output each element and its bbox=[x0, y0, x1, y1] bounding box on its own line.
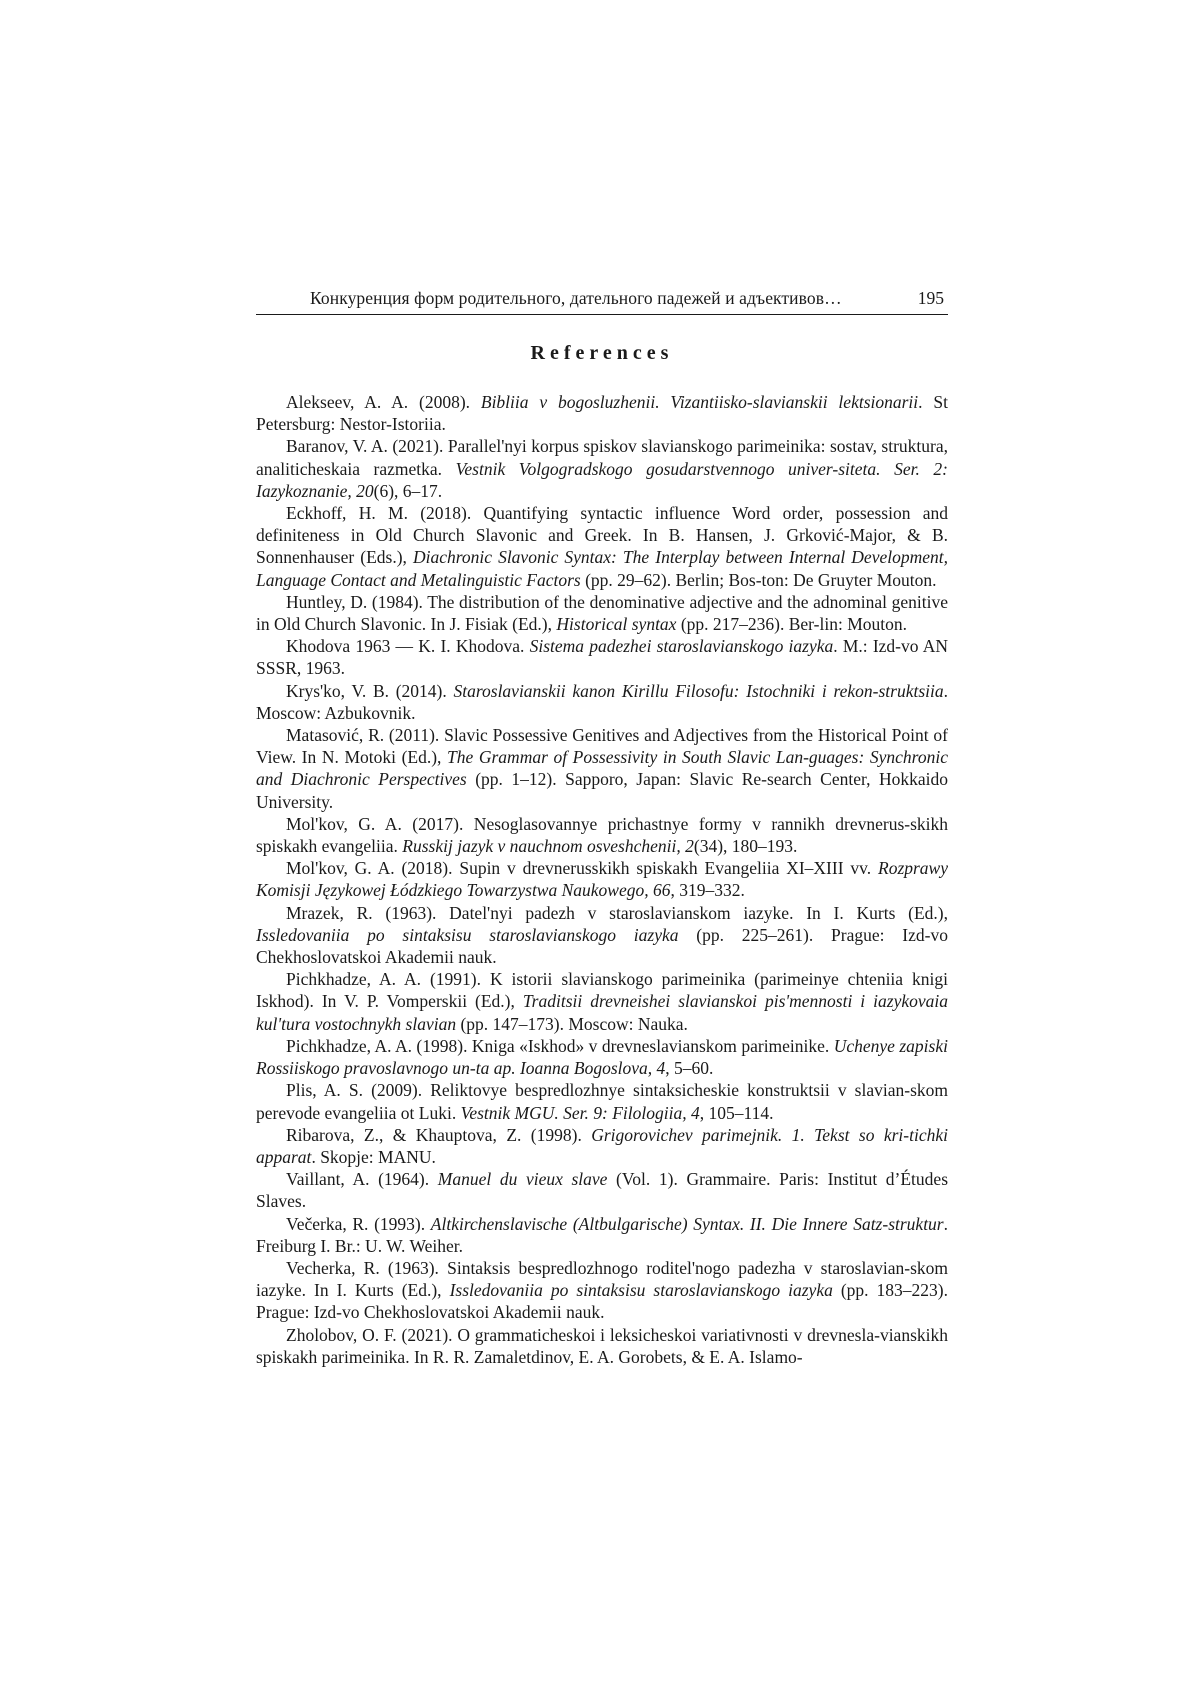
reference-entry bbox=[256, 435, 948, 502]
reference-text: (pp. 29–62). Berlin; Bos-ton: De Gruyter Mouton. bbox=[580, 569, 937, 590]
reference-text: Mol'kov, G. A. (2018). Supin v drevnerusskikh spiskakh Evangeliia XI–XIII vv. bbox=[286, 858, 878, 879]
references-heading: References bbox=[530, 342, 674, 364]
reference-text: (pp. 225–261). Prague: Izd-vo Chekhoslovatskoi Akademii nauk. bbox=[256, 924, 948, 968]
reference-text: Plis, A. S. (2009). Reliktovye bespredlozhnye sintaksicheskie konstruktsii v slavian-skom perevode evangeliia ot Luki. bbox=[256, 1080, 948, 1123]
reference-entry bbox=[256, 1324, 948, 1368]
reference-entry bbox=[256, 1124, 948, 1168]
reference-text: Mol'kov, G. A. (2017). Nesoglasovannye prichastnye formy v rannikh drevnerus-skikh spiskakh evangeliia. bbox=[256, 813, 948, 857]
reference-text: . Skopje: MANU. bbox=[311, 1146, 436, 1167]
reference-title-italic: Diachronic Slavonic Syntax: The Interplay between Internal Development, Language Contact and Metalinguistic Factors bbox=[256, 547, 948, 590]
reference-text: , 319–332. bbox=[670, 880, 745, 901]
reference-text: (34), 180–193. bbox=[693, 836, 798, 857]
reference-title-italic: Vestnik Volgogradskogo gosudarstvennogo univer-siteta. Ser. 2: Iazykoznanie, 20 bbox=[256, 458, 948, 501]
reference-text: . Moscow: Azbukovnik. bbox=[256, 680, 948, 723]
reference-entry bbox=[256, 1035, 948, 1079]
reference-text: Večerka, R. (1993). bbox=[286, 1213, 431, 1234]
reference-title-italic: Traditsii drevneishei slavianskoi pis'mennosti i iazykovaia kul'tura vostochnykh slavian bbox=[256, 991, 948, 1034]
reference-entry bbox=[256, 391, 948, 435]
reference-entry bbox=[256, 1213, 948, 1257]
reference-entry bbox=[256, 1168, 948, 1212]
reference-entry bbox=[256, 857, 948, 901]
reference-entry bbox=[256, 724, 948, 813]
reference-list bbox=[256, 391, 948, 1368]
reference-title-italic: Issledovaniia po sintaksisu staroslavianskogo iazyka bbox=[449, 1280, 833, 1301]
reference-text: , 105–114. bbox=[699, 1102, 774, 1123]
reference-text: Huntley, D. (1984). The distribution of the denominative adjective and the adnominal genitive in Old Church Slavonic. In J. Fisiak (Ed.), bbox=[256, 591, 948, 635]
reference-text: Pichkhadze, A. A. (1998). Kniga «Iskhod» v drevneslavianskom parimeinike. bbox=[286, 1035, 834, 1056]
reference-text: . M.: Izd-vo AN SSSR, 1963. bbox=[256, 636, 948, 679]
reference-entry bbox=[256, 813, 948, 857]
reference-title-italic: Russkij jazyk v nauchnom osveshchenii, 2 bbox=[402, 836, 694, 857]
reference-text: . St Petersburg: Nestor-Istoriia. bbox=[256, 392, 948, 435]
reference-entry bbox=[256, 502, 948, 591]
reference-text: (6), 6–17. bbox=[373, 480, 443, 501]
reference-text: (Vol. 1). Grammaire. Paris: Institut d’Études Slaves. bbox=[256, 1169, 949, 1212]
reference-entry bbox=[256, 635, 948, 679]
reference-text: (pp. 147–173). Moscow: Nauka. bbox=[456, 1013, 688, 1034]
reference-title-italic: Uchenye zapiski Rossiiskogo pravoslavnogo un-ta ap. Ioanna Bogoslova, 4 bbox=[256, 1035, 948, 1079]
reference-text: Alekseev, A. A. (2008). bbox=[286, 392, 481, 412]
reference-text: . Freiburg I. Br.: U. W. Weiher. bbox=[256, 1213, 948, 1256]
reference-title-italic: Manuel du vieux slave bbox=[437, 1169, 608, 1190]
reference-title-italic: Rozprawy Komisji Językowej Łódzkiego Towarzystwa Naukowego, 66 bbox=[256, 858, 948, 901]
reference-title-italic: The Grammar of Possessivity in South Slavic Lan-guages: Synchronic and Diachronic Perspectives bbox=[256, 747, 948, 790]
reference-entry bbox=[256, 902, 948, 969]
reference-entry bbox=[256, 1257, 948, 1324]
reference-title-italic: Staroslavianskii kanon Kirillu Filosofu: Istochniki i rekon-struktsiia bbox=[453, 680, 944, 701]
reference-title-italic: Altkirchenslavische (Altbulgarische) Syntax. II. Die Innere Satz-struktur bbox=[430, 1213, 944, 1234]
reference-title-italic: Bibliia v bogosluzhenii. Vizantiisko-slavianskii lektsionarii bbox=[480, 392, 919, 412]
running-header bbox=[256, 287, 948, 315]
reference-text: , 5–60. bbox=[665, 1058, 714, 1079]
reference-text: (pp. 183–223). Prague: Izd-vo Chekhoslovatskoi Akademii nauk. bbox=[256, 1280, 948, 1323]
reference-text: Vaillant, A. (1964). bbox=[286, 1169, 438, 1190]
reference-entry bbox=[256, 680, 948, 724]
reference-text: Mrazek, R. (1963). Datel'nyi padezh v staroslavianskom iazyke. In I. Kurts (Ed.), bbox=[286, 902, 948, 923]
reference-text: Zholobov, O. F. (2021). O grammaticheskoi i leksicheskoi variativnosti v drevnesla-vianskikh spiskakh parimeinika. In R. R. Zamaletdinov, E. A. Gorobets, & E. A. Islamo- bbox=[256, 1324, 948, 1367]
reference-title-italic: Issledovaniia po sintaksisu staroslavianskogo iazyka bbox=[256, 924, 679, 945]
reference-text: (pp. 217–236). Ber-lin: Mouton. bbox=[676, 614, 907, 635]
reference-text: Ribarova, Z., & Khauptova, Z. (1998). bbox=[286, 1124, 592, 1145]
reference-title-italic: Sistema padezhei staroslavianskogo iazyka bbox=[529, 636, 834, 657]
reference-text: Baranov, V. A. (2021). Parallel'nyi korpus spiskov slavianskogo parimeinika: sostav, struktura, analiticheskaia razmetka. bbox=[256, 436, 948, 479]
reference-text: Khodova 1963 — K. I. Khodova. bbox=[286, 636, 530, 657]
reference-title-italic: Vestnik MGU. Ser. 9: Filologiia, 4 bbox=[460, 1102, 700, 1123]
reference-text: Pichkhadze, A. A. (1991). K istorii slavianskogo parimeinika (parimeinye chteniia knigi Iskhod). In V. P. Vomperskii (Ed.), bbox=[256, 969, 948, 1012]
page-number: 195 bbox=[917, 288, 944, 308]
reference-text: Eckhoff, H. M. (2018). Quantifying syntactic influence Word order, possession and definiteness in Old Church Slavonic and Greek. In B. Hansen, J. Grković-Major, & B. Sonnenhauser (Eds.), bbox=[256, 503, 948, 568]
reference-title-italic: Historical syntax bbox=[556, 614, 677, 635]
reference-entry bbox=[256, 591, 948, 635]
reference-title-italic: Grigorovichev parimejnik. 1. Tekst so kri-tichki apparat bbox=[256, 1124, 948, 1167]
reference-entry bbox=[256, 968, 948, 1035]
page bbox=[256, 287, 948, 1368]
reference-text: Vecherka, R. (1963). Sintaksis bespredlozhnogo roditel'nogo padezha v staroslavian-skom iazyke. In I. Kurts (Ed.), bbox=[256, 1257, 948, 1301]
reference-text: Krys'ko, V. B. (2014). bbox=[286, 680, 454, 701]
running-title: Конкуренция форм родительного, дательного падежей и адъективов… bbox=[310, 288, 842, 308]
reference-entry bbox=[256, 1079, 948, 1123]
reference-text: (pp. 1–12). Sapporo, Japan: Slavic Re-search Center, Hokkaido University. bbox=[256, 769, 948, 812]
reference-text: Matasović, R. (2011). Slavic Possessive Genitives and Adjectives from the Historical Point of View. In N. Motoki (Ed.), bbox=[256, 725, 948, 768]
